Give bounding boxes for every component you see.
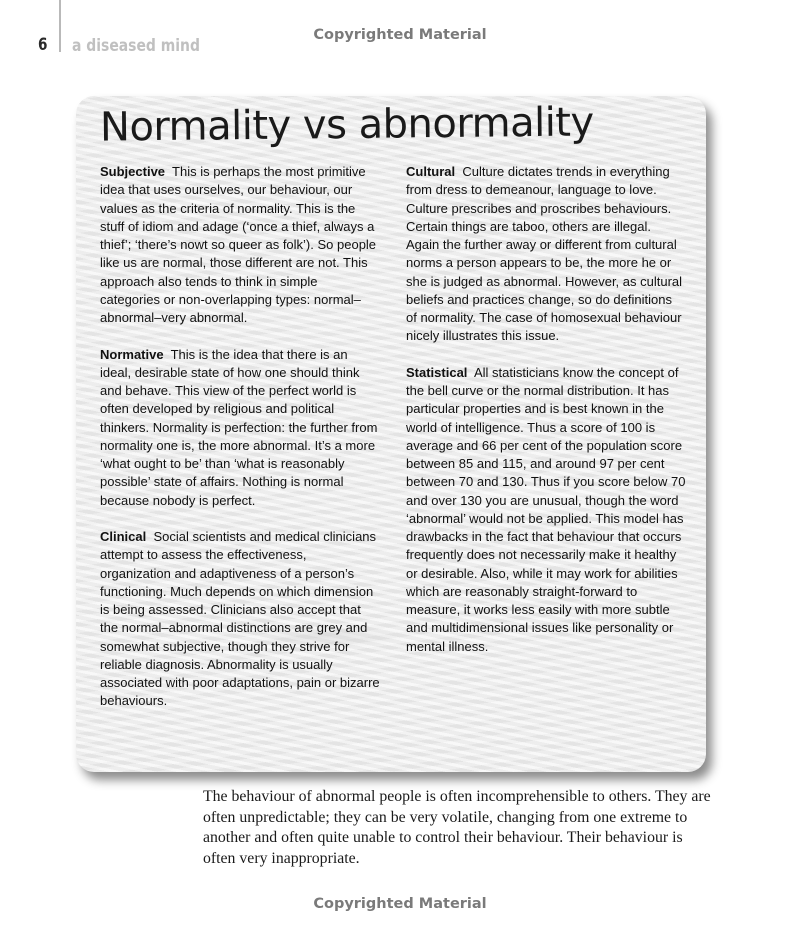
- entry-text: All statisticians know the concept of the bell curve or the normal distribution. It has particular properties and is best known in the world of intelligence. Thus a score of 100 is average and 66 per cent of the population score between 85 and 115, and around 97 per cent between 70 and 130. Thus if you score below 70 and over 130 you are unusual, though the word ‘abnormal’ would not be applied. This model has drawbacks in the fact that behaviour that occurs frequently does not necessarily make it healthy or desirable. Also, while it may work for abilities which are reasonably straight-forward to measure, it works less easily with more subtle and multidimensional issues like personality or mental illness.: [406, 364, 686, 654]
- entry-text: Social scientists and medical clinicians attempt to assess the effectiveness, organization and adaptiveness of a person’s functioning. Much depends on which dimension is being assessed. Clinicians also accept that the normal–abnormal distinctions are grey and somewhat subjective, though they strive for reliable diagnosis. Abnormality is usually associated with poor adaptations, pain or bizarre behaviours.: [100, 529, 380, 709]
- entry-statistical: [406, 364, 686, 656]
- entry-normative: [100, 346, 380, 510]
- entry-clinical: [100, 528, 380, 711]
- box-right-column: [406, 163, 686, 674]
- entry-subjective: [100, 163, 380, 327]
- entry-text: This is the idea that there is an ideal, desirable state of how one should think and behave. This view of the perfect world is often developed by religious and political thinkers. Normality is perfection: the further from normality one is, the more abnormal. It’s a more ‘what ought to be’ than ‘what is reasonably possible’ state of affairs. Nothing is normal because nobody is perfect.: [100, 346, 378, 508]
- box-title: Normality vs abnormality: [99, 99, 594, 151]
- entry-term: Subjective: [100, 164, 166, 179]
- copyright-watermark-bottom: Copyrighted Material: [313, 896, 487, 912]
- page-number: 6: [38, 35, 48, 55]
- running-header: a diseased mind: [72, 36, 200, 56]
- copyright-watermark-top: Copyrighted Material: [313, 27, 487, 43]
- body-paragraph: The behaviour of abnormal people is often incomprehensible to others. They are often unpredictable; they can be very volatile, changing from one extreme to another and often quite unable to control their behaviour. Their behaviour is often very inappropriate.: [203, 788, 711, 867]
- entry-text: Culture dictates trends in everything from dress to demeanour, language to love. Culture prescribes and proscribes behaviours. Certain things are taboo, others are illegal. Again the further away or different from cultural norms a person appears to be, the more he or she is judged as abnormal. However, as cultural beliefs and practices change, so do definitions of normality. The case of homosexual behaviour nicely illustrates this issue.: [406, 164, 683, 344]
- box-left-column: [100, 163, 380, 729]
- entry-term: Normative: [100, 346, 164, 362]
- sidebar-box: [76, 96, 706, 772]
- entry-term: Cultural: [406, 164, 456, 179]
- entry-cultural: [406, 163, 686, 346]
- entry-term: Statistical: [406, 364, 468, 380]
- entry-text: This is perhaps the most primitive idea that uses ourselves, our behaviour, our values as the criteria of normality. This is the stuff of idiom and adage (‘once a thief, always a thief’; ‘there’s nowt so queer as folk’). So people like us are normal, those different are not. This approach also tends to think in simple categories or non-overlapping types: normal–abnormal–very abnormal.: [100, 164, 377, 325]
- entry-term: Clinical: [100, 529, 147, 544]
- header-divider: [59, 0, 61, 52]
